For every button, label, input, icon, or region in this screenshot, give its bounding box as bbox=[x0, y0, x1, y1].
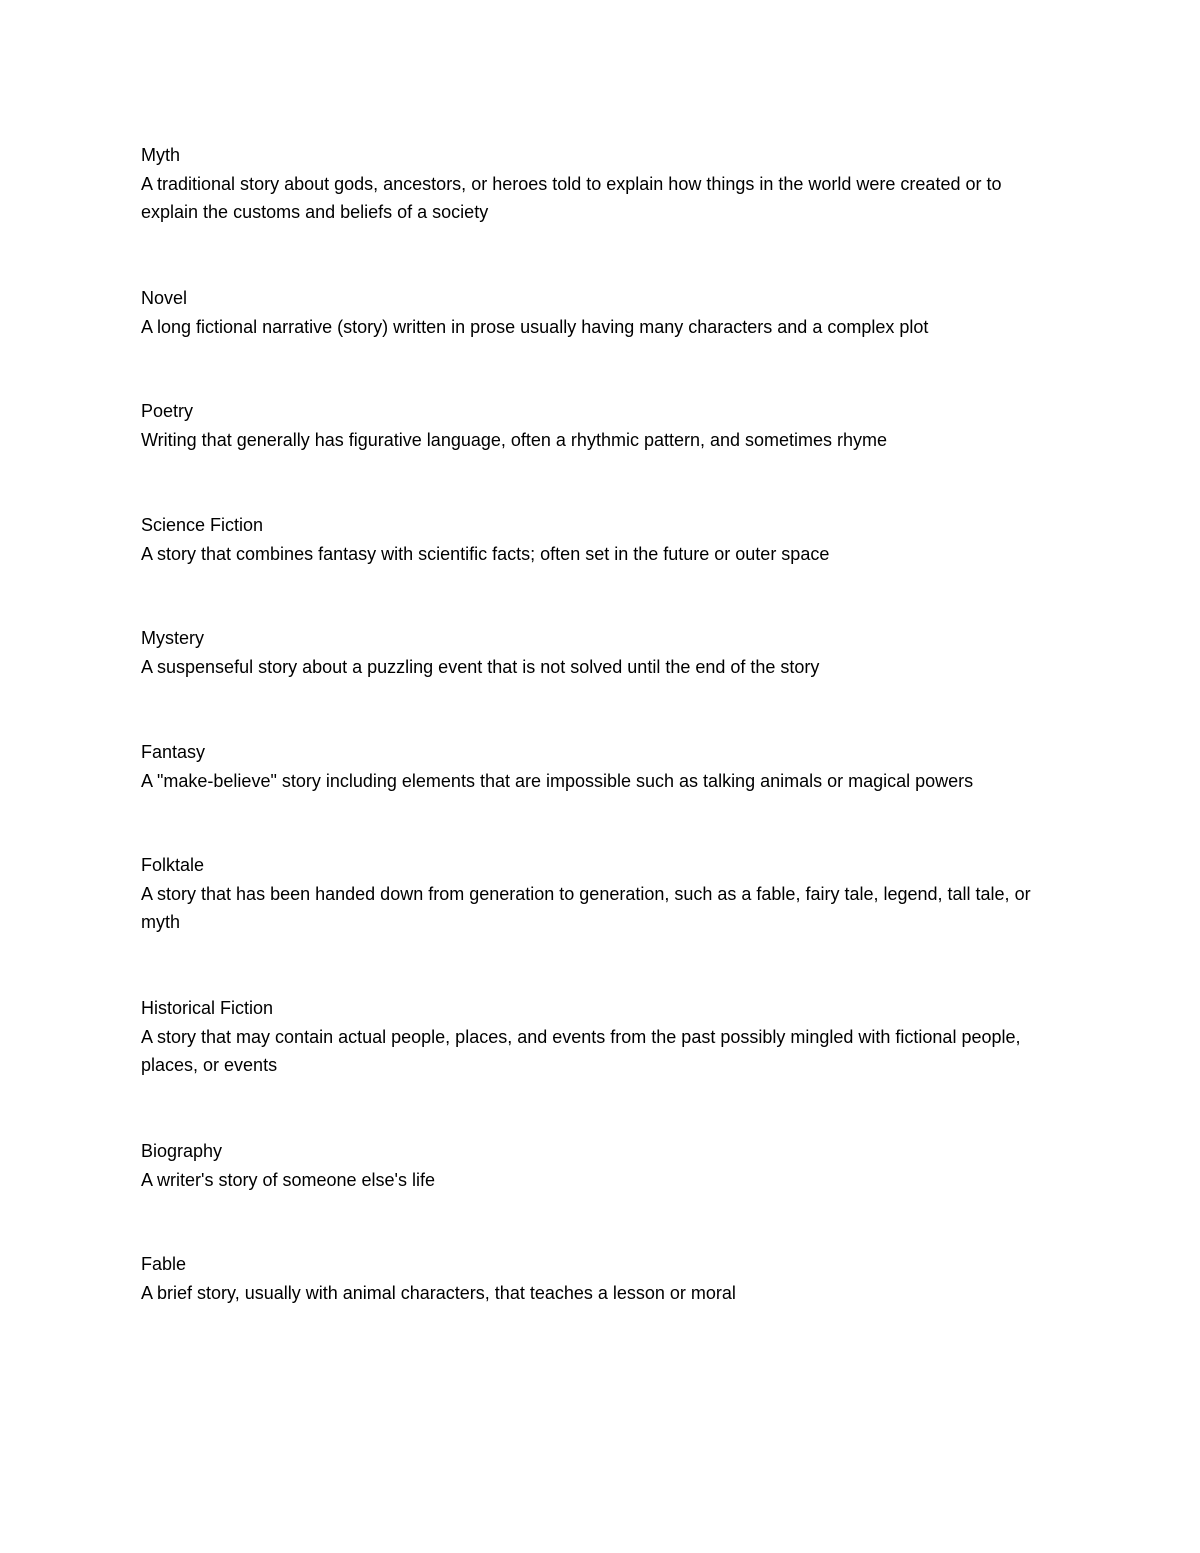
glossary-entry-fable bbox=[141, 1250, 1061, 1307]
glossary-entry-novel bbox=[141, 284, 1061, 341]
term-heading: Fantasy bbox=[141, 742, 206, 762]
glossary-entry-mystery bbox=[141, 624, 1061, 681]
term-definition: A long fictional narrative (story) written in prose usually having many characters and a complex plot bbox=[141, 316, 929, 337]
term-heading: Historical Fiction bbox=[141, 998, 274, 1018]
glossary-entry-fantasy bbox=[141, 738, 1061, 795]
term-heading: Folktale bbox=[141, 855, 205, 875]
term-heading: Fable bbox=[141, 1254, 187, 1274]
term-definition: A suspenseful story about a puzzling event that is not solved until the end of the story bbox=[141, 656, 820, 677]
term-heading: Novel bbox=[141, 288, 188, 308]
term-definition: A writer's story of someone else's life bbox=[141, 1169, 435, 1190]
glossary-entry-myth bbox=[141, 141, 1061, 227]
term-heading: Biography bbox=[141, 1141, 223, 1161]
term-definition: A story that may contain actual people, places, and events from the past possibly mingled with fictional people, places, or events bbox=[141, 1026, 1021, 1075]
term-definition: Writing that generally has figurative language, often a rhythmic pattern, and sometimes rhyme bbox=[141, 429, 888, 450]
term-definition: A traditional story about gods, ancestors, or heroes told to explain how things in the world were created or to explain the customs and beliefs of a society bbox=[141, 173, 1002, 222]
term-definition: A story that has been handed down from generation to generation, such as a fable, fairy tale, legend, tall tale, or myth bbox=[141, 883, 1031, 932]
term-heading: Mystery bbox=[141, 628, 204, 648]
term-heading: Poetry bbox=[141, 401, 194, 421]
glossary-entry-poetry bbox=[141, 397, 1061, 454]
glossary-entry-historical-fiction bbox=[141, 994, 1061, 1080]
glossary-entry-folktale bbox=[141, 851, 1061, 937]
glossary-entry-science-fiction bbox=[141, 511, 1061, 568]
term-definition: A brief story, usually with animal characters, that teaches a lesson or moral bbox=[141, 1282, 736, 1303]
term-definition: A story that combines fantasy with scientific facts; often set in the future or outer space bbox=[141, 543, 830, 564]
term-heading: Myth bbox=[141, 145, 181, 165]
glossary-entry-biography bbox=[141, 1137, 1061, 1194]
term-definition: A "make-believe" story including elements that are impossible such as talking animals or magical powers bbox=[141, 770, 974, 791]
term-heading: Science Fiction bbox=[141, 515, 264, 535]
